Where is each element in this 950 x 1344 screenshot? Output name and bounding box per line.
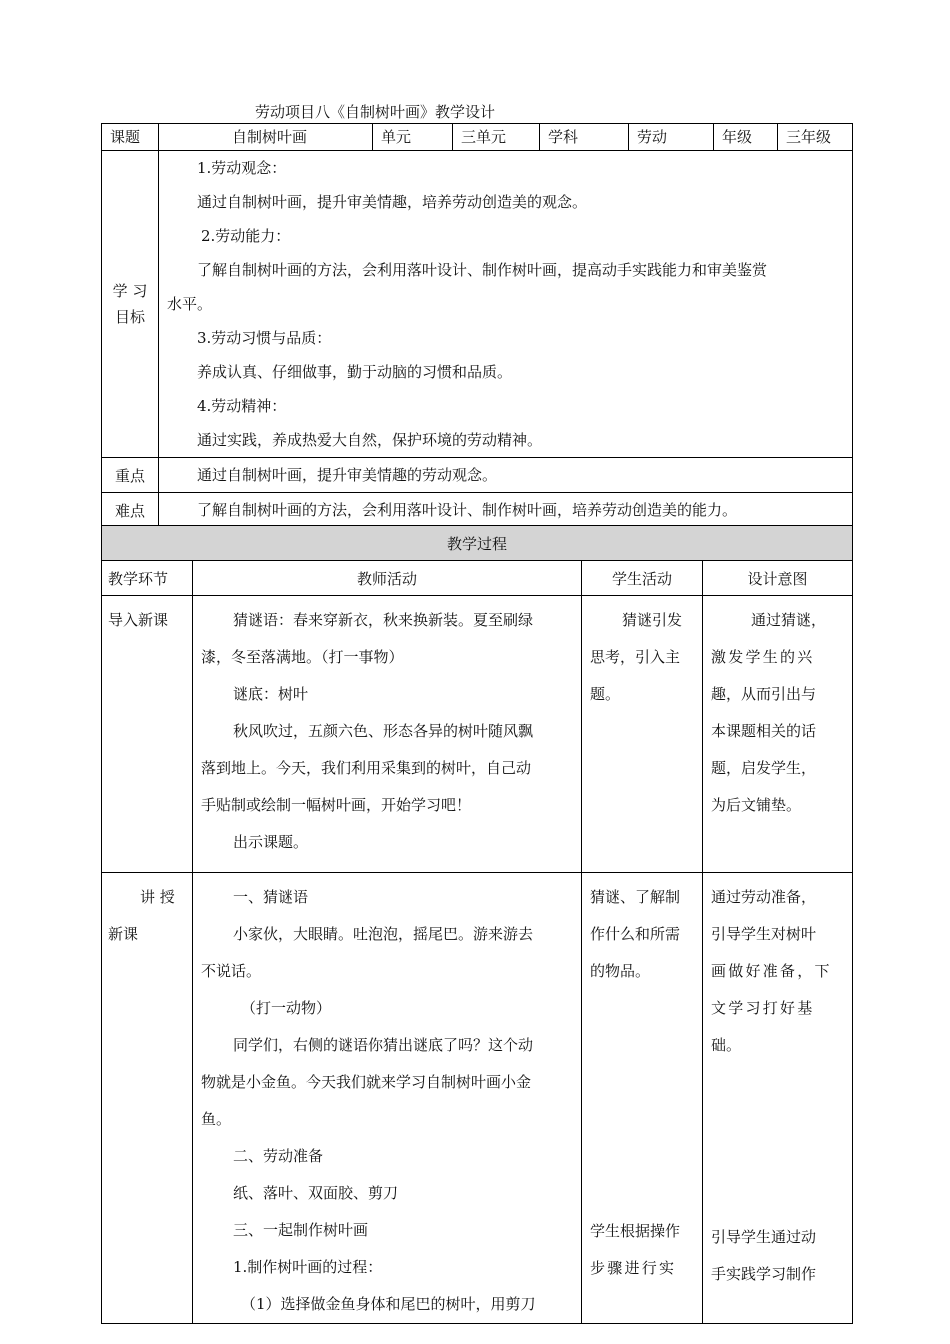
unit-value: 三单元 xyxy=(453,124,540,151)
col-header-intent: 设计意图 xyxy=(703,561,853,596)
header-row xyxy=(102,124,853,151)
stage-cell: 讲 授 新课 xyxy=(102,873,193,1324)
difficulty-row xyxy=(102,493,853,528)
goal-line: 了解自制树叶画的方法，会利用落叶设计、制作树叶画，提高动手实践能力和审美鉴赏 xyxy=(197,261,768,279)
grade-value: 三年级 xyxy=(778,124,853,151)
course-label: 课题 xyxy=(102,124,159,151)
key-point-text: 通过自制树叶画，提升审美情趣的劳动观念。 xyxy=(159,458,853,493)
stage-cell: 导入新课 xyxy=(102,596,193,873)
grade-label: 年级 xyxy=(714,124,778,151)
goal-line: 水平。 xyxy=(167,295,213,313)
key-point-row xyxy=(102,458,853,493)
goal-line: 通过自制树叶画，提升审美情趣，培养劳动创造美的观念。 xyxy=(197,193,588,211)
col-header-teacher: 教师活动 xyxy=(193,561,582,596)
goal-line: 1.劳动观念： xyxy=(197,159,287,177)
goals-row xyxy=(102,151,853,458)
course-value: 自制树叶画 xyxy=(159,124,373,151)
goal-line: 2.劳动能力： xyxy=(201,227,291,245)
difficulty-label: 难点 xyxy=(102,493,159,528)
table-row xyxy=(102,873,853,1324)
difficulty-text: 了解自制树叶画的方法，会利用落叶设计、制作树叶画，培养劳动创造美的能力。 xyxy=(159,493,853,528)
col-header-student: 学生活动 xyxy=(582,561,703,596)
teacher-cell: 猜谜语：春来穿新衣，秋来换新装。夏至刷绿 漆，冬至落满地。（打一事物） 谜底：树叶 秋风吹过，五颜六色、形态各异的树叶随风飘 落到地上。今天，我们利用采集到的树叶，自己动 手贴制或绘制一幅树叶画，开始学习吧！ 出示课题。 xyxy=(193,596,582,873)
col-header-stage: 教学环节 xyxy=(102,561,193,596)
goal-line: 通过实践，养成热爱大自然，保护环境的劳动精神。 xyxy=(197,431,543,449)
lesson-info-table xyxy=(101,123,853,528)
goal-line: 3.劳动习惯与品质： xyxy=(197,329,332,347)
goals-content xyxy=(159,151,853,458)
student-cell: 猜谜、了解制 作什么和所需 的物品。 学生根据操作 步骤进行实 xyxy=(582,873,703,1324)
key-point-label: 重点 xyxy=(102,458,159,493)
goal-line: 4.劳动精神： xyxy=(197,397,287,415)
table-row xyxy=(102,596,853,873)
document-title: 劳动项目八《自制树叶画》教学设计 xyxy=(255,103,496,121)
student-cell: 猜谜引发 思考，引入主 题。 xyxy=(582,596,703,873)
intent-cell: 通过猜谜， 激发学生的兴 趣，从而引出与 本课题相关的话 题，启发学生， 为后文铺垫。 xyxy=(703,596,853,873)
subject-label: 学科 xyxy=(540,124,629,151)
goals-label: 学 习 目标 xyxy=(102,151,159,458)
process-title: 教学过程 xyxy=(102,526,853,561)
subject-value: 劳动 xyxy=(629,124,714,151)
intent-cell: 通过劳动准备， 引导学生对树叶 画做好准备，下 文学习打好基 础。 引导学生通过动 手实践学习制作 xyxy=(703,873,853,1324)
teacher-cell: 一、猜谜语 小家伙，大眼睛。吐泡泡，摇尾巴。游来游去 不说话。 （打一动物） 同学们，右侧的谜语你猜出谜底了吗？这个动 物就是小金鱼。今天我们就来学习自制树叶画小金 鱼。 二、劳动准备 纸、落叶、双面胶、剪刀 三、一起制作树叶画 1.制作树叶画的过程： （1）选择做金鱼身体和尾巴的树叶，用剪刀 xyxy=(193,873,582,1324)
unit-label: 单元 xyxy=(373,124,453,151)
process-header-row xyxy=(102,561,853,596)
goal-line: 养成认真、仔细做事，勤于动脑的习惯和品质。 xyxy=(197,363,513,381)
teaching-process-table xyxy=(101,525,853,1324)
